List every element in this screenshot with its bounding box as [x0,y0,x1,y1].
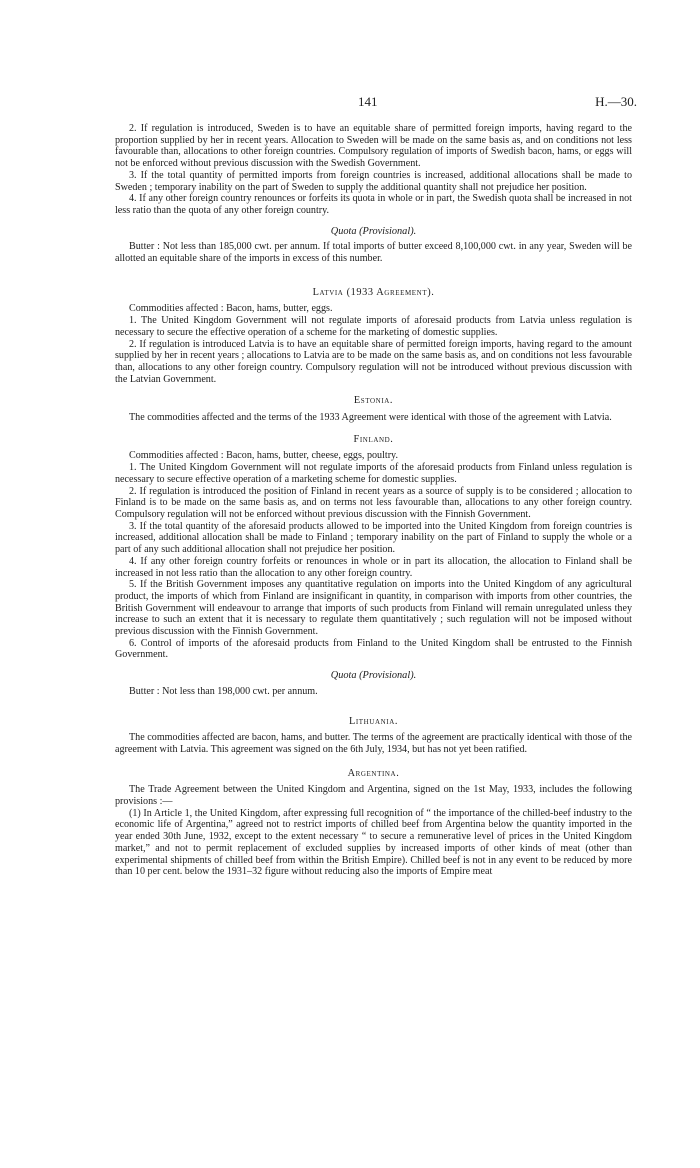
finland-quota-heading: Quota (Provisional). [330,670,417,682]
document-body [115,123,632,878]
sweden-paragraph-2: 2. If regulation is introduced, Sweden is to have an equitable share of permitted foreign imports, having regard to the proportion supplied by her in recent years. Allocation to Sweden will be made on the same basis as, and on conditions not less favourable than, allocations to other foreign countries. Compulsory regulation of imports of Swedish bacon, hams, or eggs will not be enforced without previous discussion with the Swedish Government. [115,123,632,170]
finland-paragraph-1: 1. The United Kingdom Government will not regulate imports of the aforesaid products from Finland unless regulation is necessary to secure effective operation of a marketing scheme for domestic supplies. [115,462,632,485]
argentina-intro: The Trade Agreement between the United Kingdom and Argentina, signed on the 1st May, 1933, includes the following provisions :— [115,784,632,808]
sweden-paragraph-3: 3. If the total quantity of permitted imports from foreign countries is increased, additional allocations shall be made to Sweden ; temporary inability on the part of Sweden to supply the additional quantity shall not prejudice her position. [115,169,632,193]
finland-paragraph-3: 3. If the total quantity of the aforesaid products allowed to be imported into the United Kingdom from foreign countries is increased, additional allocation shall be made to Finland ; temporary inability on the part of Finland to supply the whole or a part of any such additional allocation shall not prejudice her position. [115,520,632,556]
finland-paragraph-4: 4. If any other foreign country forfeits or renounces in whole or in part its allocation, the allocation to Finland shall be increased in not less ratio than the allocation to any other foreign country. [115,555,632,579]
finland-quota-text: Butter : Not less than 198,000 cwt. per annum. [129,685,318,697]
argentina-heading: Argentina. [347,767,400,779]
sweden-quota-heading: Quota (Provisional). [330,225,417,237]
latvia-paragraph-1: 1. The United Kingdom Government will not regulate imports of aforesaid products from Latvia unless regulation is necessary to secure the effective operation of a scheme for the marketing of domestic supplies. [115,315,632,338]
sweden-paragraph-4: 4. If any other foreign country renounces or forfeits its quota in whole or in part, the Swedish quota shall be increased in not less ratio than the quota of any other foreign country. [115,193,632,216]
page-header [0,94,700,112]
finland-commodities: Commodities affected : Bacon, hams, butter, cheese, eggs, poultry. [129,450,398,462]
latvia-heading: Latvia (1933 Agreement). [312,286,435,298]
finland-paragraph-2: 2. If regulation is introduced the position of Finland in recent years as a source of supply is to be considered ; allocation to Finland is to be made on the same basis as, and on terms not less favourable than, allocations to any other foreign country. Compulsory regulation will not be enforced without previous discussion with the Finnish Government. [115,485,632,520]
latvia-commodities: Commodities affected : Bacon, hams, butter, eggs. [129,303,333,315]
estonia-text: The commodities affected and the terms of the 1933 Agreement were identical with those of the agreement with Latvia. [129,412,612,424]
finland-heading: Finland. [353,433,394,445]
sweden-quota-text: Butter : Not less than 185,000 cwt. per annum. If total imports of butter exceed 8,100,000 cwt. in any year, Sweden will be allotted an equitable share of the imports in excess of this number. [115,241,632,265]
lithuania-heading: Lithuania. [348,715,399,727]
page-number: 141 [358,94,378,109]
document-reference: H.—30. [595,94,637,109]
finland-paragraph-5: 5. If the British Government imposes any quantitative regulation on imports into the United Kingdom of any agricultural product, the imports of which from Finland are insignificant in quantity, in comparison with imports from other countries, the British Government will endeavour to arrange that imports of such products from Finland will remain unregulated unless they increase to such an extent that it is necessary to regulate them quantitatively ; such regulation will not be imposed without previous discussion with the Finnish Government. [115,579,632,638]
estonia-heading: Estonia. [353,395,394,407]
latvia-paragraph-2: 2. If regulation is introduced Latvia is to have an equitable share of permitted foreign imports, having regard to the amount supplied by her in recent years ; allocations to Latvia are to be made on the same basis as, and on conditions not less favourable than, allocations to any other foreign country. Compulsory regulation will not be introduced without previous discussion with the Latvian Government. [115,338,632,385]
lithuania-text: The commodities affected are bacon, hams, and butter. The terms of the agreement are practically identical with those of the agreement with Latvia. This agreement was signed on the 6th July, 1934, but has not yet been ratified. [115,732,632,755]
finland-paragraph-6: 6. Control of imports of the aforesaid products from Finland to the United Kingdom shall be entrusted to the Finnish Government. [115,637,632,661]
argentina-paragraph-1: (1) In Article 1, the United Kingdom, after expressing full recognition of “ the importance of the chilled-beef industry to the economic life of Argentina,” agreed not to restrict imports of chilled beef from Argentina below the quantity imported in the year ended 30th June, 1932, except to the extent necessary “ to secure a remunerative level of prices in the United Kingdom market,” and not to permit replacement of excluded supplies by increased imports of other kinds of meat (other than experimental shipments of chilled beef from within the British Empire). Chilled beef is not in any event to be reduced by more than 10 per cent. below the 1931–32 figure without reducing also the imports of Empire meat [115,807,632,878]
